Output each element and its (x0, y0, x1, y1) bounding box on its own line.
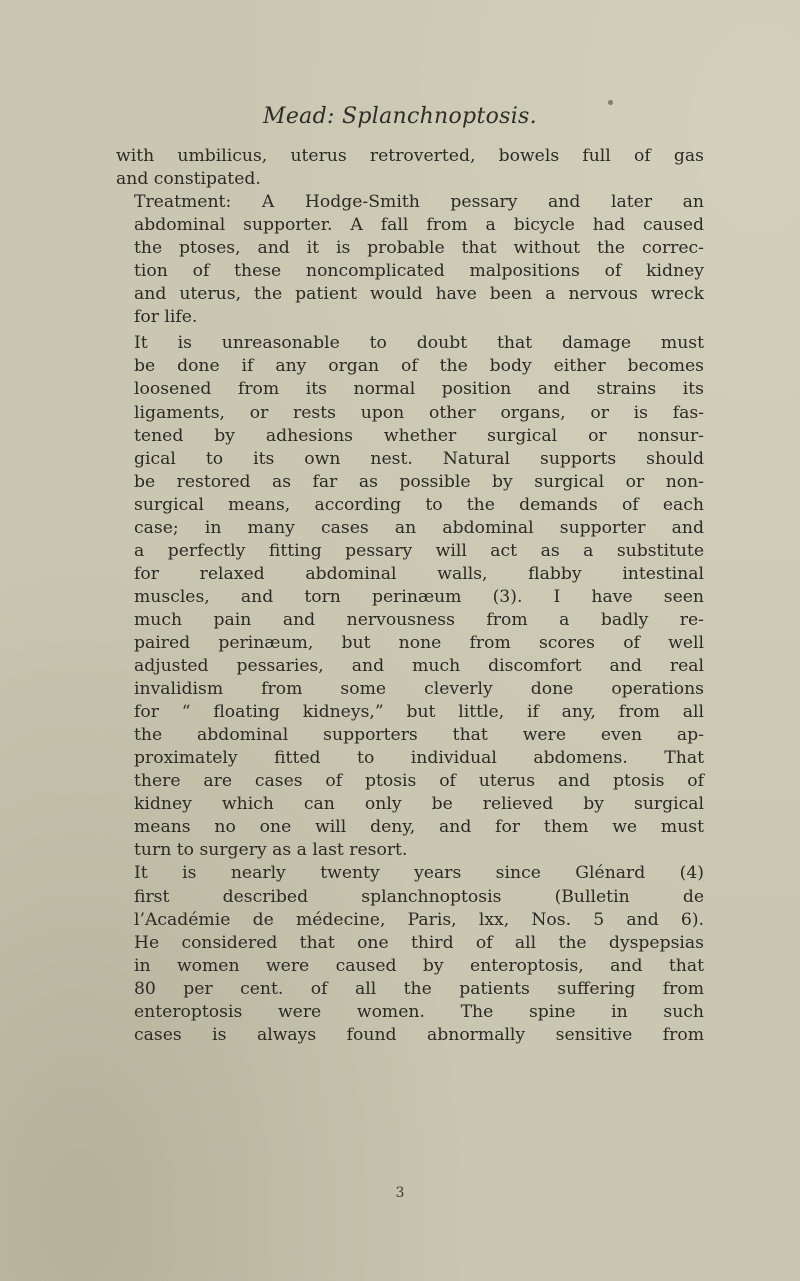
text-line: It is unreasonable to doubt that damage must (134, 333, 704, 354)
text-line: turn to surgery as a last resort. (134, 840, 408, 861)
text-line: tened by adhesions whether surgical or nonsur- (134, 425, 704, 446)
text-line: in women were caused by enteroptosis, and that (134, 955, 704, 976)
running-head: Mead: Splanchnoptosis. (263, 104, 537, 129)
text-line: for “ floating kidneys,” but little, if any, from all (134, 702, 704, 723)
text-line: abdominal supporter. A fall from a bicycle had caused (134, 215, 704, 236)
paragraph-argument (116, 332, 704, 862)
text-line: and uterus, the patient would have been a nervous wreck (134, 284, 704, 305)
text-line: He considered that one third of all the dyspepsias (134, 932, 704, 953)
text-line: ligaments, or rests upon other organs, or is fas- (134, 402, 704, 423)
text-line: a perfectly fitting pessary will act as a substitute (134, 540, 704, 561)
text-line: with umbilicus, uterus retroverted, bowels full of gas (116, 146, 704, 166)
text-line: and constipated. (116, 169, 261, 190)
text-line: loosened from its normal position and strains its (134, 379, 704, 400)
text-line: for relaxed abdominal walls, flabby intestinal (134, 563, 704, 584)
text-line: adjusted pessaries, and much discomfort and real (134, 656, 704, 677)
text-line: gical to its own nest. Natural supports should (134, 448, 704, 469)
paragraph-case-continuation (116, 145, 704, 191)
text-line: l’Académie de médecine, Paris, lxx, Nos. 5 and 6). (134, 909, 704, 930)
text-line: surgical means, according to the demands of each (134, 494, 704, 515)
body-text (116, 145, 704, 1047)
text-line: the abdominal supporters that were even ap- (134, 725, 704, 746)
paragraph-glenard (116, 862, 704, 1046)
text-line: paired perinæum, but none from scores of well (134, 632, 704, 653)
text-line: 80 per cent. of all the patients suffering from (134, 978, 704, 999)
text-line: much pain and nervousness from a badly re- (134, 609, 704, 630)
text-line: there are cases of ptosis of uterus and ptosis of (134, 771, 704, 792)
text-line: case; in many cases an abdominal supporter and (134, 517, 704, 538)
ink-spot (608, 100, 613, 105)
text-line: for life. (134, 307, 198, 328)
text-line: tion of these noncomplicated malpositions of kidney (134, 261, 704, 282)
text-line: muscles, and torn perinæum (3). I have seen (134, 586, 704, 607)
text-line: Treatment: A Hodge-Smith pessary and later an (134, 192, 704, 213)
text-line: means no one will deny, and for them we must (134, 817, 704, 838)
page-number: 3 (395, 1185, 405, 1201)
text-line: be done if any organ of the body either becomes (134, 356, 704, 377)
text-line: It is nearly twenty years since Glénard (4) (134, 863, 704, 884)
text-line: first described splanchnoptosis (Bulletin de (134, 886, 704, 907)
paragraph-treatment (116, 191, 704, 329)
text-line: kidney which can only be relieved by surgical (134, 794, 704, 815)
text-line: enteroptosis were women. The spine in such (134, 1001, 704, 1022)
text-line: cases is always found abnormally sensitive from (134, 1024, 704, 1045)
text-line: proximately fitted to individual abdomens. That (134, 748, 704, 769)
text-line: the ptoses, and it is probable that without the correc- (134, 238, 704, 259)
text-line: be restored as far as possible by surgical or non- (134, 471, 704, 492)
text-line: invalidism from some cleverly done operations (134, 679, 704, 700)
